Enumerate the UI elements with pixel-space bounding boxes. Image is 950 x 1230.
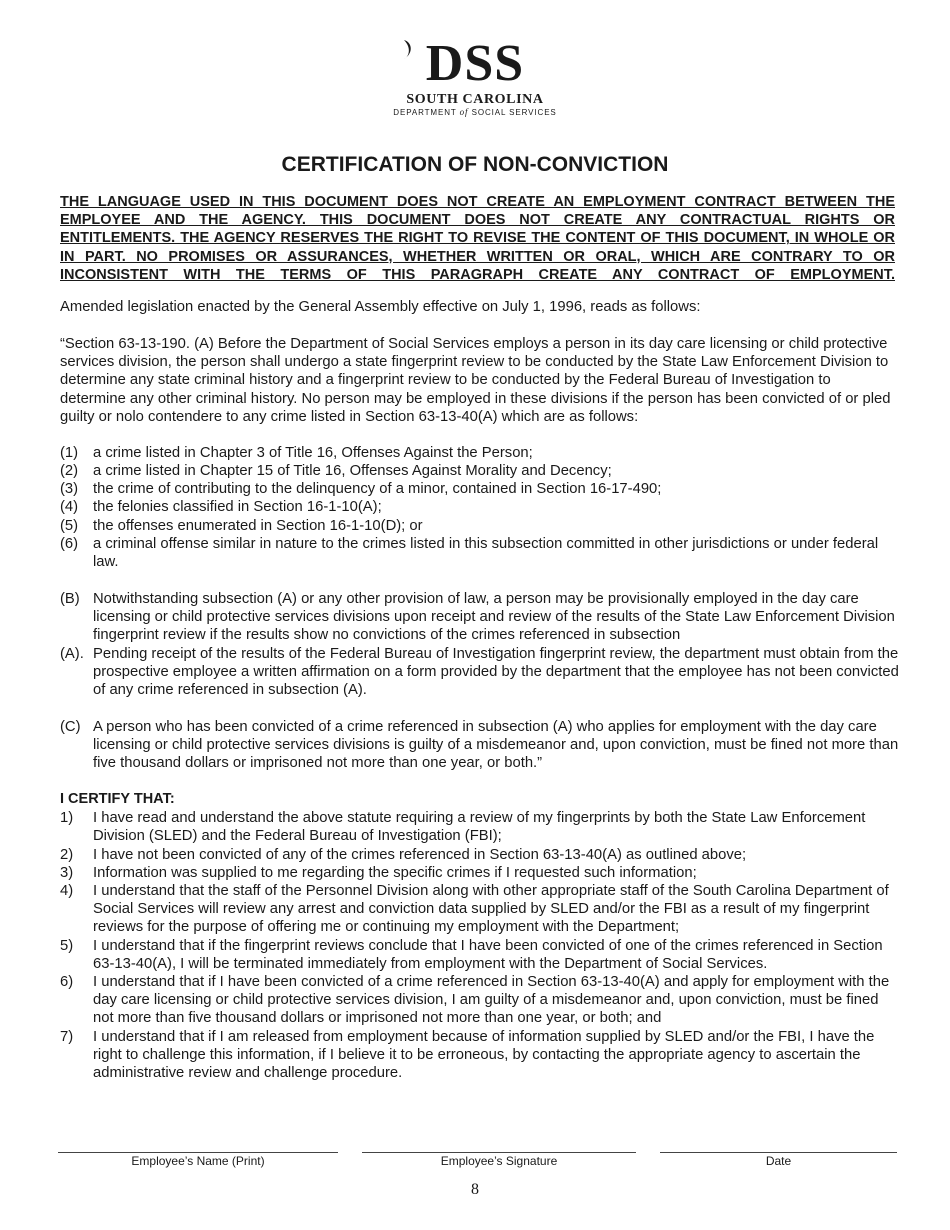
statute-lead-paragraph: “Section 63-13-190. (A) Before the Department of Social Services employs a person in its day care licensing or child protective services division, the person shall undergo a state fingerprint review to be conducted by the State Law Enforcement Division to determine any state criminal history and a fingerprint review to be conducted by the Federal Bureau of Investigation to determine any other criminal history. No person may be employed in these divisions if the person has been convicted of or pled guilty or nolo contendere to any crime listed in Section 63-13-40(A) which are as follows: (60, 336, 891, 425)
dss-logo (0, 35, 950, 118)
certify-heading: I CERTIFY THAT: (60, 791, 175, 807)
employment-disclaimer: THE LANGUAGE USED IN THIS DOCUMENT DOES NOT CREATE AN EMPLOYMENT CONTRACT BETWEEN THE EMPLOYEE AND THE AGENCY. THIS DOCUMENT DOES NOT CREATE ANY CONTRACTUAL RIGHTS OR ENTITLEMENTS. THE AGENCY RESERVES THE RIGHT TO REVISE THE CONTENT OF THIS DOCUMENT, IN WHOLE OR IN PART. NO PROMISES OR ASSURANCES, WHETHER WRITTEN OR ORAL, WHICH ARE CONTRARY TO OR INCONSISTENT WITH THE TERMS OF THIS PARAGRAPH CREATE ANY CONTRACT OF EMPLOYMENT. (60, 194, 895, 283)
employee-signature-label: Employee’s Signature (440, 1154, 558, 1168)
logo-department: DEPARTMENT of SOCIAL SERVICES (393, 107, 557, 117)
page-number: 8 (471, 1181, 479, 1198)
intro-paragraph: Amended legislation enacted by the General Assembly effective on July 1, 1996, reads as follows: (60, 299, 701, 315)
document-title: CERTIFICATION OF NON-CONVICTION (281, 153, 669, 176)
crescent-moon-icon (396, 39, 418, 61)
logo-state: SOUTH CAROLINA (406, 92, 544, 107)
employee-name-line[interactable] (58, 1152, 338, 1153)
date-line[interactable] (660, 1152, 897, 1153)
date-label: Date (765, 1154, 792, 1168)
employee-name-label: Employee’s Name (Print) (131, 1154, 265, 1168)
employee-signature-line[interactable] (362, 1152, 636, 1153)
logo-initials: DSS (425, 35, 525, 92)
